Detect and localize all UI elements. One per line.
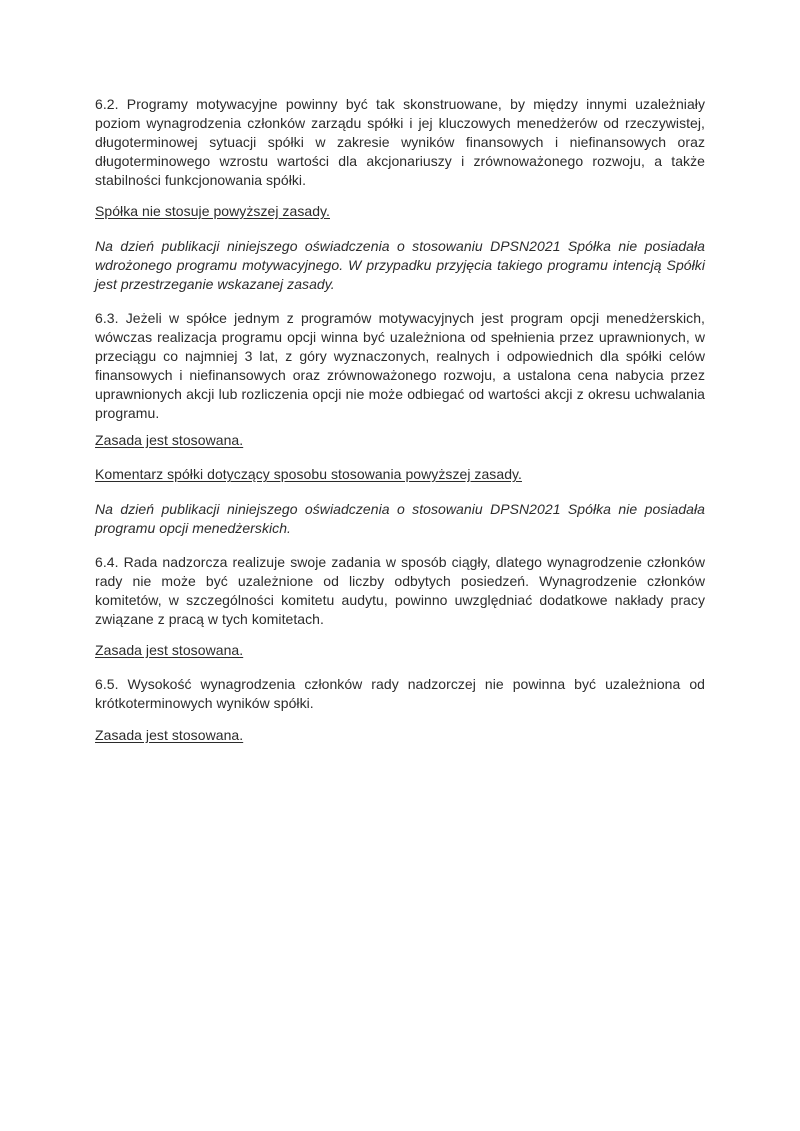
company-comment: Na dzień publikacji niniejszego oświadczenia o stosowaniu DPSN2021 Spółka nie posiadała programu opcji menedżerskich. xyxy=(95,501,705,536)
principle-6-2: 6.2. Programy motywacyjne powinny być tak skonstruowane, by między innymi uzależniały poziom wynagrodzenia członków zarządu spółki i jej kluczowych menedżerów od rzeczywistej, długoterminowej sytuacji spółki w zakresie wyników finansowych i niefinansowych oraz długoterminowego wzrostu wartości dla akcjonariuszy i zrównoważonego rozwoju, a także stabilności funkcjonowania spółki. xyxy=(95,96,705,188)
principle-6-3: 6.3. Jeżeli w spółce jednym z programów motywacyjnych jest program opcji menedżerskich, wówczas realizacja programu opcji winna być uzależniona od spełnienia przez uprawnionych, w przeciągu co najmniej 3 lat, z góry wyznaczonych, realnych i odpowiednich dla spółki celów finansowych i niefinansowych oraz zrównoważonego rozwoju, a ustalona cena nabycia przez uprawnionych akcji lub rozliczenia opcji nie może odbiegać od wartości akcji z okresu uchwalania programu. xyxy=(95,310,705,421)
principle-6-4: 6.4. Rada nadzorcza realizuje swoje zadania w sposób ciągły, dlatego wynagrodzenie członków rady nie może być uzależnione od liczby odbytych posiedzeń. Wynagrodzenie członków komitetów, w szczególności komitetu audytu, powinno uwzględniać dodatkowe nakłady pracy związane z pracą w tych komitetach. xyxy=(95,554,705,627)
status-heading: Zasada jest stosowana. xyxy=(95,642,244,658)
status-heading: Zasada jest stosowana. xyxy=(95,727,244,743)
company-comment: Na dzień publikacji niniejszego oświadczenia o stosowaniu DPSN2021 Spółka nie posiadała wdrożonego programu motywacyjnego. W przypadku przyjęcia takiego programu intencją Spółki jest przestrzeganie wskazanej zasady. xyxy=(95,238,705,292)
status-heading: Spółka nie stosuje powyższej zasady. xyxy=(95,203,330,219)
principle-6-5: 6.5. Wysokość wynagrodzenia członków rady nadzorczej nie powinna być uzależniona od krótkoterminowych wyników spółki. xyxy=(95,676,705,711)
comment-heading: Komentarz spółki dotyczący sposobu stosowania powyższej zasady. xyxy=(95,466,522,482)
status-heading: Zasada jest stosowana. xyxy=(95,432,244,448)
